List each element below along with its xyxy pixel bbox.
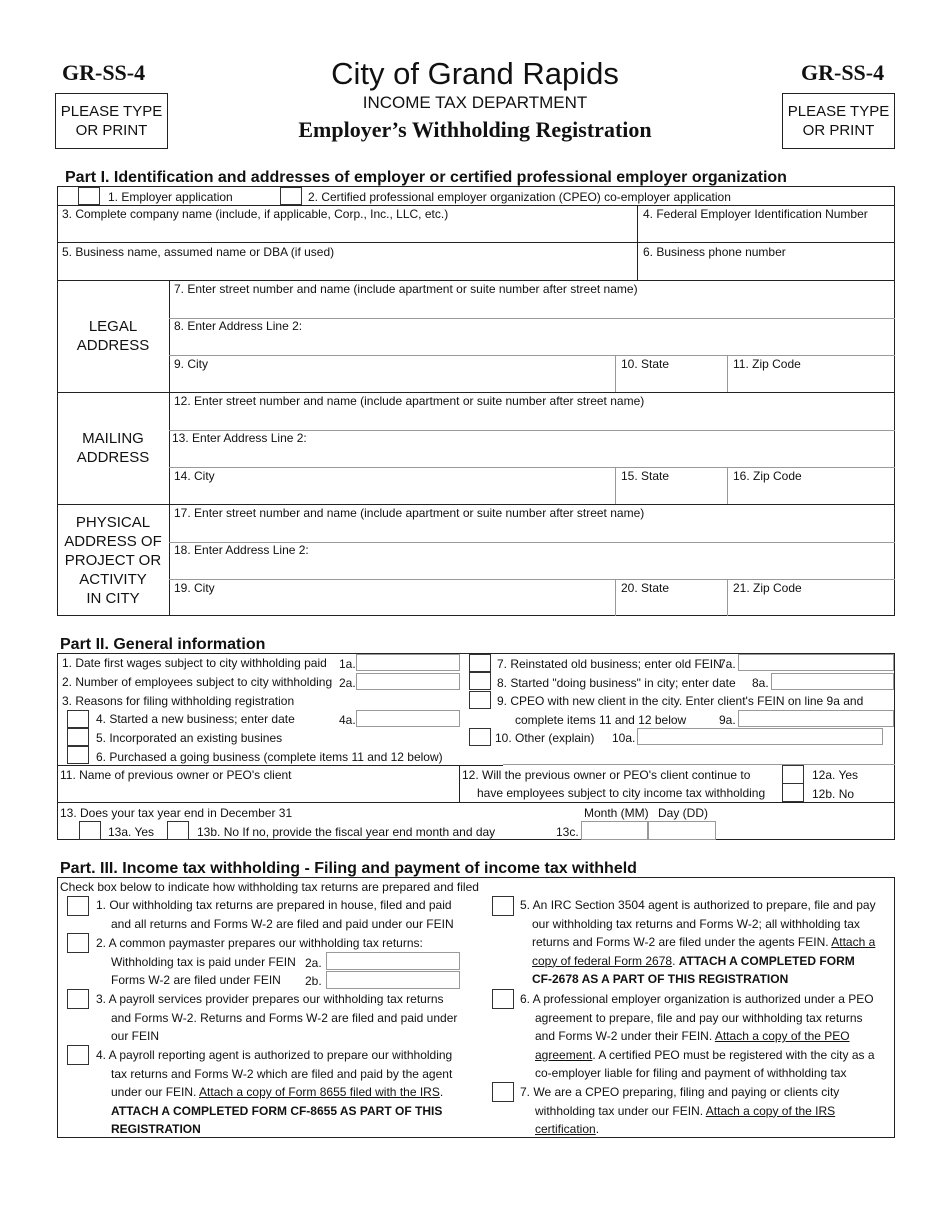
p2-12a-label: 12a. Yes — [812, 768, 859, 782]
p2-line13-label: 13. Does your tax year end in December 31 — [60, 806, 293, 820]
p3-option7-checkbox[interactable] — [492, 1082, 514, 1102]
p3-2b-label: 2b. — [305, 974, 322, 988]
mailing-state-label: 15. State — [621, 469, 670, 483]
mailing-address-label: MAILING ADDRESS — [76, 430, 150, 466]
p2-4a-label: 4a. — [339, 713, 356, 727]
legal-address-label: LEGAL ADDRESS — [76, 318, 150, 354]
legal-address2-label: 8. Enter Address Line 2: — [174, 319, 303, 333]
p2-13b-checkbox[interactable] — [167, 821, 189, 840]
or-print-text: OR PRINT — [802, 122, 875, 139]
p3-option5-text: 5. An IRC Section 3504 agent is authorized to prepare, file and pay our withholding tax returns and Forms W-2; all withholding tax returns and Forms W-2 are filed under the agents FEIN. Attach a copy of federal Form 2678. ATTACH A COMPLETED FORM CF-2678 AS A PART OF THIS REGISTRATION — [520, 898, 876, 986]
number-employees-field[interactable] — [356, 673, 460, 690]
part1-heading: Part I. Identification and addresses of employer or certified professional employer organization — [65, 169, 787, 186]
p2-line4-label: 4. Started a new business; enter date — [96, 712, 295, 726]
p2-10-checkbox[interactable] — [469, 728, 491, 746]
p2-13b-label: 13b. No If no, provide the fiscal year end month and day — [197, 825, 496, 839]
cpeo-application-label: 2. Certified professional employer organization (CPEO) co-employer application — [308, 190, 731, 204]
p2-5-checkbox[interactable] — [67, 728, 89, 746]
business-name-label: 5. Business name, assumed name or DBA (if used) — [62, 245, 335, 259]
p2-line5-label: 5. Incorporated an existing busines — [96, 731, 283, 745]
p3-option3-text: 3. A payroll services provider prepares our withholding tax returns and Forms W-2. Returns and Forms W-2 are filed and paid under our FEIN — [96, 992, 458, 1043]
p2-8-checkbox[interactable] — [469, 672, 491, 690]
p2-line7-label: 7. Reinstated old business; enter old FEIN — [497, 657, 722, 671]
p2-line12a-label: 12. Will the previous owner or PEO's client continue to — [462, 768, 751, 782]
p2-12a-checkbox[interactable] — [782, 765, 804, 784]
p2-7-checkbox[interactable] — [469, 654, 491, 672]
fein-field[interactable] — [638, 222, 894, 242]
p2-13a-checkbox[interactable] — [79, 821, 101, 840]
employer-application-checkbox[interactable] — [78, 187, 100, 205]
p3-option7-text: 7. We are a CPEO preparing, filing and paying or clients city withholding tax under our FEIN. Attach a copy of the IRS certification. — [520, 1085, 840, 1136]
business-name-field[interactable] — [58, 260, 636, 279]
doing-business-date-field[interactable] — [771, 673, 894, 690]
new-business-date-field[interactable] — [356, 710, 460, 727]
legal-city-label: 9. City — [174, 357, 209, 371]
fiscal-day-field[interactable] — [648, 821, 716, 840]
form-title: Employer’s Withholding Registration — [298, 117, 652, 142]
part2-heading: Part II. General information — [60, 636, 266, 653]
p2-13c-label: 13c. — [556, 825, 579, 839]
p2-2a-label: 2a. — [339, 676, 356, 690]
form-id-right: GR-SS-4 — [801, 60, 885, 85]
p3-option3-checkbox[interactable] — [67, 989, 89, 1009]
p2-line9-label: 9. CPEO with new client in the city. Enter client's FEIN on line 9a and — [497, 694, 864, 708]
physical-address2-label: 18. Enter Address Line 2: — [174, 543, 309, 557]
physical-address-label: PHYSICAL ADDRESS OF PROJECT OR ACTIVITY IN CITY — [64, 513, 162, 607]
legal-state-label: 10. State — [621, 357, 670, 371]
department-name: INCOME TAX DEPARTMENT — [362, 93, 588, 112]
p2-line3-label: 3. Reasons for filing withholding registration — [62, 694, 295, 708]
p2-13a-label: 13a. Yes — [108, 825, 155, 839]
p2-12b-checkbox[interactable] — [782, 783, 804, 802]
company-name-field[interactable] — [58, 222, 636, 242]
other-explain-field[interactable] — [637, 728, 883, 745]
mailing-address2-label: 13. Enter Address Line 2: — [172, 431, 307, 445]
p3-option6-text: 6. A professional employer organization is authorized under a PEO agreement to prepare, file and pay our withholding tax returns and Forms W-2 under their FEIN. Attach a copy of the PEO agreement. A certified PEO must be registered with the city as a co-employer liable for filing and payment of withholding tax — [520, 992, 875, 1080]
p2-line12b-label: have employees subject to city income tax withholding — [477, 786, 766, 800]
p3-2a-label: 2a. — [305, 956, 322, 970]
physical-zip-label: 21. Zip Code — [733, 581, 802, 595]
physical-street-label: 17. Enter street number and name (include apartment or suite number after street name) — [174, 506, 645, 520]
p2-month-label: Month (MM) — [584, 806, 649, 820]
p3-option4-checkbox[interactable] — [67, 1045, 89, 1065]
p3-option1-checkbox[interactable] — [67, 896, 89, 916]
legal-street-label: 7. Enter street number and name (include apartment or suite number after street name) — [174, 282, 638, 296]
phone-field[interactable] — [638, 260, 894, 279]
p2-line1-label: 1. Date first wages subject to city withholding paid — [62, 656, 327, 670]
mailing-street-label: 12. Enter street number and name (include apartment or suite number after street name) — [174, 394, 645, 408]
fein-label: 4. Federal Employer Identification Number — [643, 207, 868, 221]
or-print-text: OR PRINT — [75, 122, 148, 139]
date-first-wages-field[interactable] — [356, 654, 460, 671]
paymaster-fein-field[interactable] — [326, 952, 460, 970]
fiscal-month-field[interactable] — [581, 821, 648, 840]
previous-owner-field[interactable] — [58, 784, 458, 801]
w2-fein-field[interactable] — [326, 971, 460, 989]
p2-line6-label: 6. Purchased a going business (complete items 11 and 12 below) — [96, 750, 443, 764]
p2-8a-label: 8a. — [752, 676, 769, 690]
p2-9a-label: 9a. — [719, 713, 736, 727]
p3-option2-checkbox[interactable] — [67, 933, 89, 953]
p2-line2-label: 2. Number of employees subject to city withholding — [62, 675, 333, 689]
physical-city-label: 19. City — [174, 581, 215, 595]
please-type-text: PLEASE TYPE — [60, 103, 163, 120]
p2-10a-label: 10a. — [612, 731, 636, 745]
part3-heading: Part. III. Income tax withholding - Filing and payment of income tax withheld — [60, 860, 637, 877]
cpeo-application-checkbox[interactable] — [280, 187, 302, 205]
p2-day-label: Day (DD) — [658, 806, 708, 820]
client-fein-field[interactable] — [738, 710, 894, 727]
p2-line11-label: 11. Name of previous owner or PEO's client — [60, 768, 292, 782]
mailing-zip-label: 16. Zip Code — [733, 469, 802, 483]
p3-option1-text: 1. Our withholding tax returns are prepared in house, filed and paid and all returns and Forms W-2 are filed and paid under our FEIN — [96, 898, 454, 931]
p2-7a-label: 7a. — [719, 657, 736, 671]
p3-option5-checkbox[interactable] — [492, 896, 514, 916]
phone-label: 6. Business phone number — [643, 245, 786, 259]
legal-zip-label: 11. Zip Code — [733, 357, 801, 371]
p2-9-checkbox[interactable] — [469, 691, 491, 709]
p2-line8-label: 8. Started "doing business" in city; enter date — [497, 676, 736, 690]
please-type-text: PLEASE TYPE — [787, 103, 890, 120]
p2-6-checkbox[interactable] — [67, 746, 89, 764]
p3-instruction: Check box below to indicate how withholding tax returns are prepared and filed — [60, 880, 479, 894]
form-id-left: GR-SS-4 — [62, 60, 146, 85]
please-type-box-right — [782, 93, 895, 149]
employer-application-label: 1. Employer application — [108, 190, 233, 204]
city-name: City of Grand Rapids — [331, 56, 619, 91]
physical-state-label: 20. State — [621, 581, 670, 595]
p2-1a-label: 1a. — [339, 657, 356, 671]
p2-line10-label: 10. Other (explain) — [495, 731, 595, 745]
p3-option4-text: 4. A payroll reporting agent is authorized to prepare our withholding tax returns and Forms W-2 which are filed and paid by the agent under our FEIN. Attach a copy of Form 8655 filed with the IRS. ATTACH A COMPLETED FORM CF-8655 AS PART OF THIS REGISTRATION — [96, 1048, 453, 1136]
p3-option6-checkbox[interactable] — [492, 989, 514, 1009]
mailing-city-label: 14. City — [174, 469, 215, 483]
company-name-label: 3. Complete company name (include, if applicable, Corp., Inc., LLC, etc.) — [62, 207, 449, 221]
p2-4-checkbox[interactable] — [67, 710, 89, 728]
old-fein-field[interactable] — [738, 654, 894, 671]
p2-12b-label: 12b. No — [812, 787, 855, 801]
p2-line9b-label: complete items 11 and 12 below — [515, 713, 687, 727]
p3-option2-text: 2. A common paymaster prepares our withholding tax returns: Withholding tax is paid under FEIN Forms W-2 are filed under FEIN — [96, 936, 423, 987]
